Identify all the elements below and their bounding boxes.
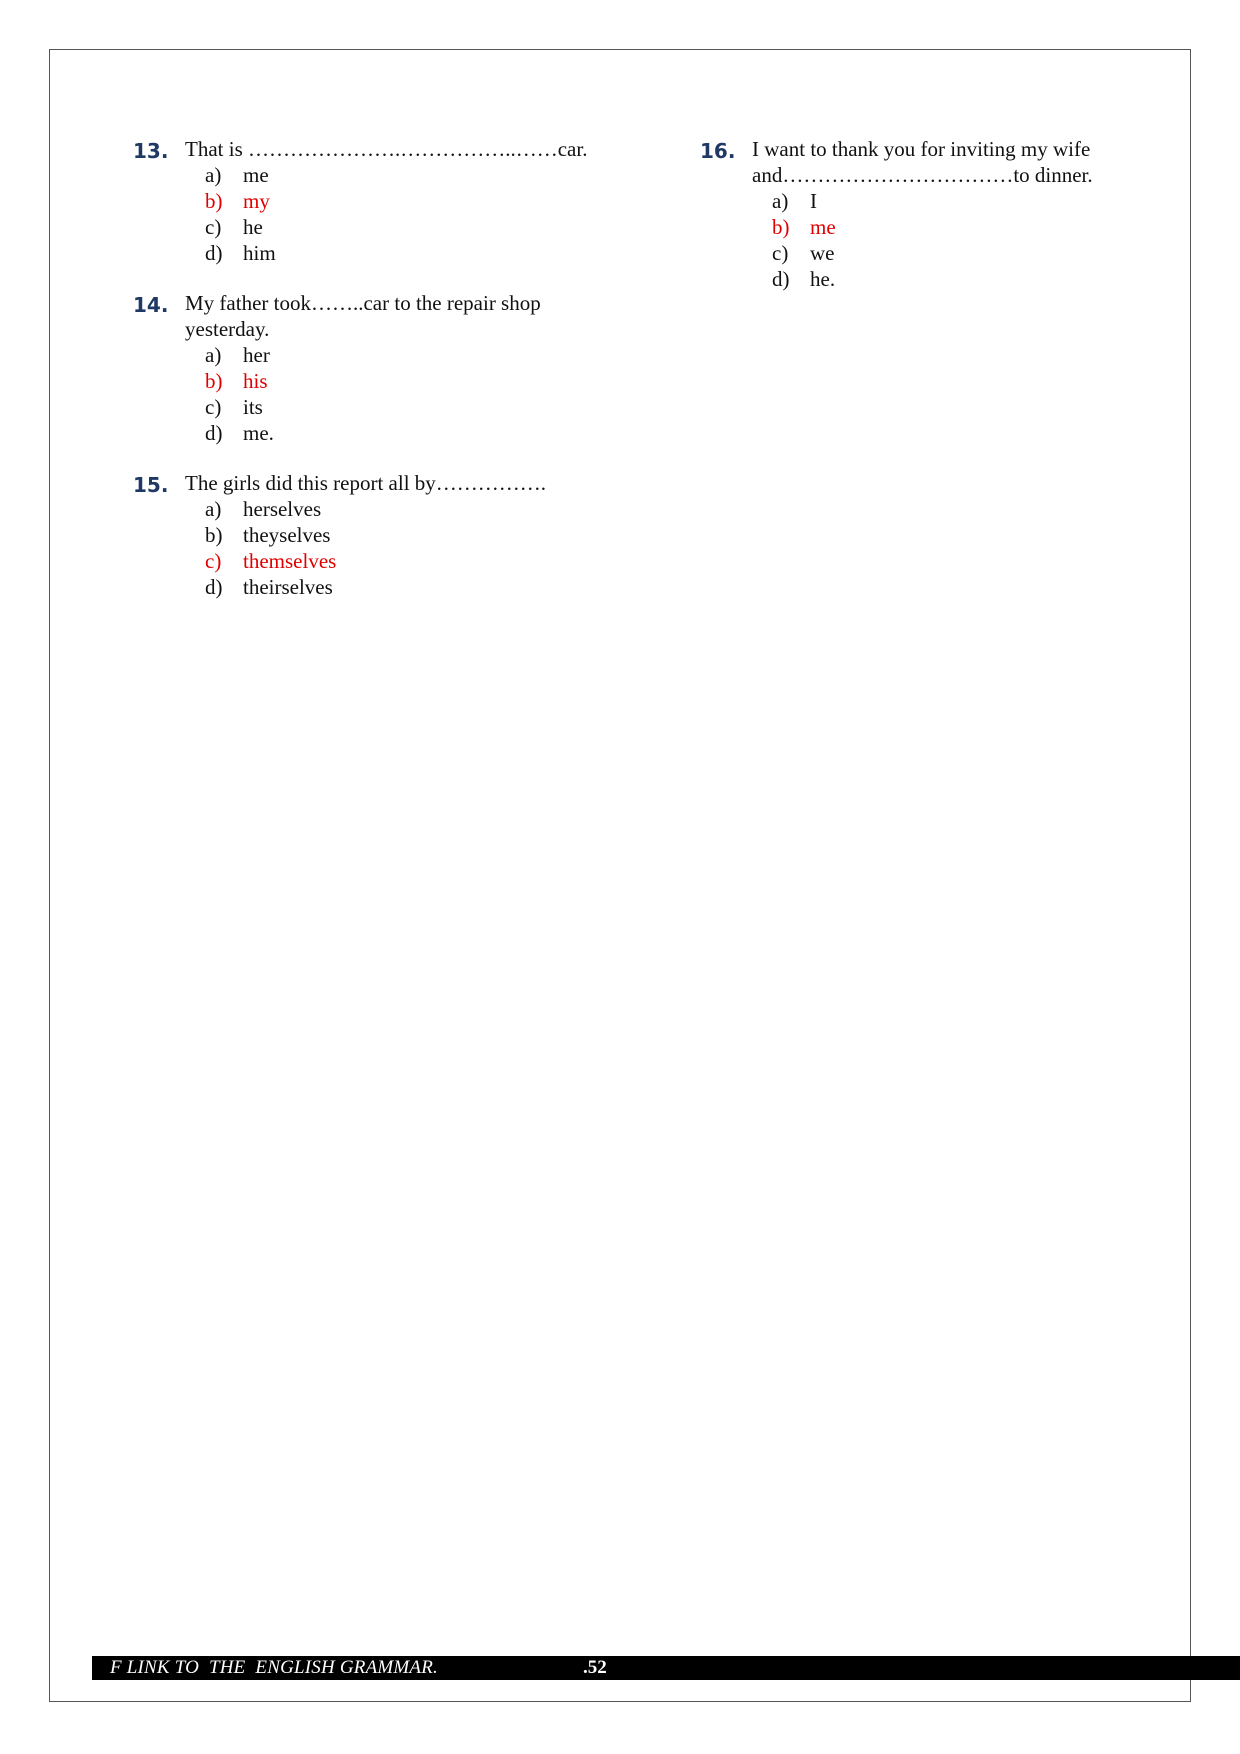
option-c (205, 214, 603, 240)
question-14 (133, 290, 603, 446)
option-text: me (810, 215, 836, 239)
option-text: her (243, 343, 270, 367)
option-d (205, 574, 603, 600)
option-letter: c) (205, 215, 222, 239)
right-column (700, 136, 1140, 316)
option-a (205, 496, 603, 522)
option-letter: d) (205, 241, 223, 265)
question-15 (133, 470, 603, 600)
option-letter: c) (772, 241, 789, 265)
question-13 (133, 136, 603, 266)
answer-options (205, 162, 603, 266)
question-16 (700, 136, 1140, 292)
option-letter: a) (205, 497, 222, 521)
answer-options (772, 188, 1140, 292)
option-text: he (243, 215, 263, 239)
option-text: my (243, 189, 270, 213)
question-text: My father took……..car to the repair shop yesterday. (185, 291, 541, 341)
option-a (205, 162, 603, 188)
option-letter: a) (205, 163, 222, 187)
option-c-correct (205, 548, 603, 574)
option-letter: d) (205, 575, 223, 599)
question-number: 13. (133, 139, 169, 163)
option-d (205, 420, 603, 446)
option-letter: c) (205, 549, 222, 573)
option-text: themselves (243, 549, 337, 573)
option-b-correct (772, 214, 1140, 240)
answer-options (205, 342, 603, 446)
option-text: his (243, 369, 268, 393)
option-c (205, 394, 603, 420)
page-number: .52 (583, 1657, 607, 1678)
answer-options (205, 496, 603, 600)
option-letter: b) (205, 189, 223, 213)
option-letter: b) (772, 215, 790, 239)
question-text: That is ………………….……………..……car. (185, 137, 588, 161)
option-a (772, 188, 1140, 214)
option-letter: d) (772, 267, 790, 291)
option-letter: b) (205, 523, 223, 547)
option-a (205, 342, 603, 368)
option-text: its (243, 395, 263, 419)
option-b-correct (205, 188, 603, 214)
question-text: I want to thank you for inviting my wife and……………………………to dinner. (752, 137, 1093, 187)
option-text: me (243, 163, 269, 187)
footer-title: F LINK TO THE ENGLISH GRAMMAR. (110, 1657, 438, 1678)
option-text: theyselves (243, 523, 331, 547)
question-number: 14. (133, 293, 169, 317)
option-letter: c) (205, 395, 222, 419)
question-number: 15. (133, 473, 169, 497)
question-text: The girls did this report all by……………. (185, 471, 547, 495)
option-b (205, 522, 603, 548)
option-letter: d) (205, 421, 223, 445)
option-letter: b) (205, 369, 223, 393)
option-text: he. (810, 267, 836, 291)
option-text: herselves (243, 497, 322, 521)
option-letter: a) (772, 189, 789, 213)
option-text: me. (243, 421, 274, 445)
option-text: I (810, 189, 817, 213)
option-text: him (243, 241, 276, 265)
option-text: we (810, 241, 835, 265)
option-b-correct (205, 368, 603, 394)
question-number: 16. (700, 139, 736, 163)
option-c (772, 240, 1140, 266)
option-letter: a) (205, 343, 222, 367)
option-text: theirselves (243, 575, 333, 599)
option-d (205, 240, 603, 266)
left-column (133, 136, 603, 624)
option-d (772, 266, 1140, 292)
